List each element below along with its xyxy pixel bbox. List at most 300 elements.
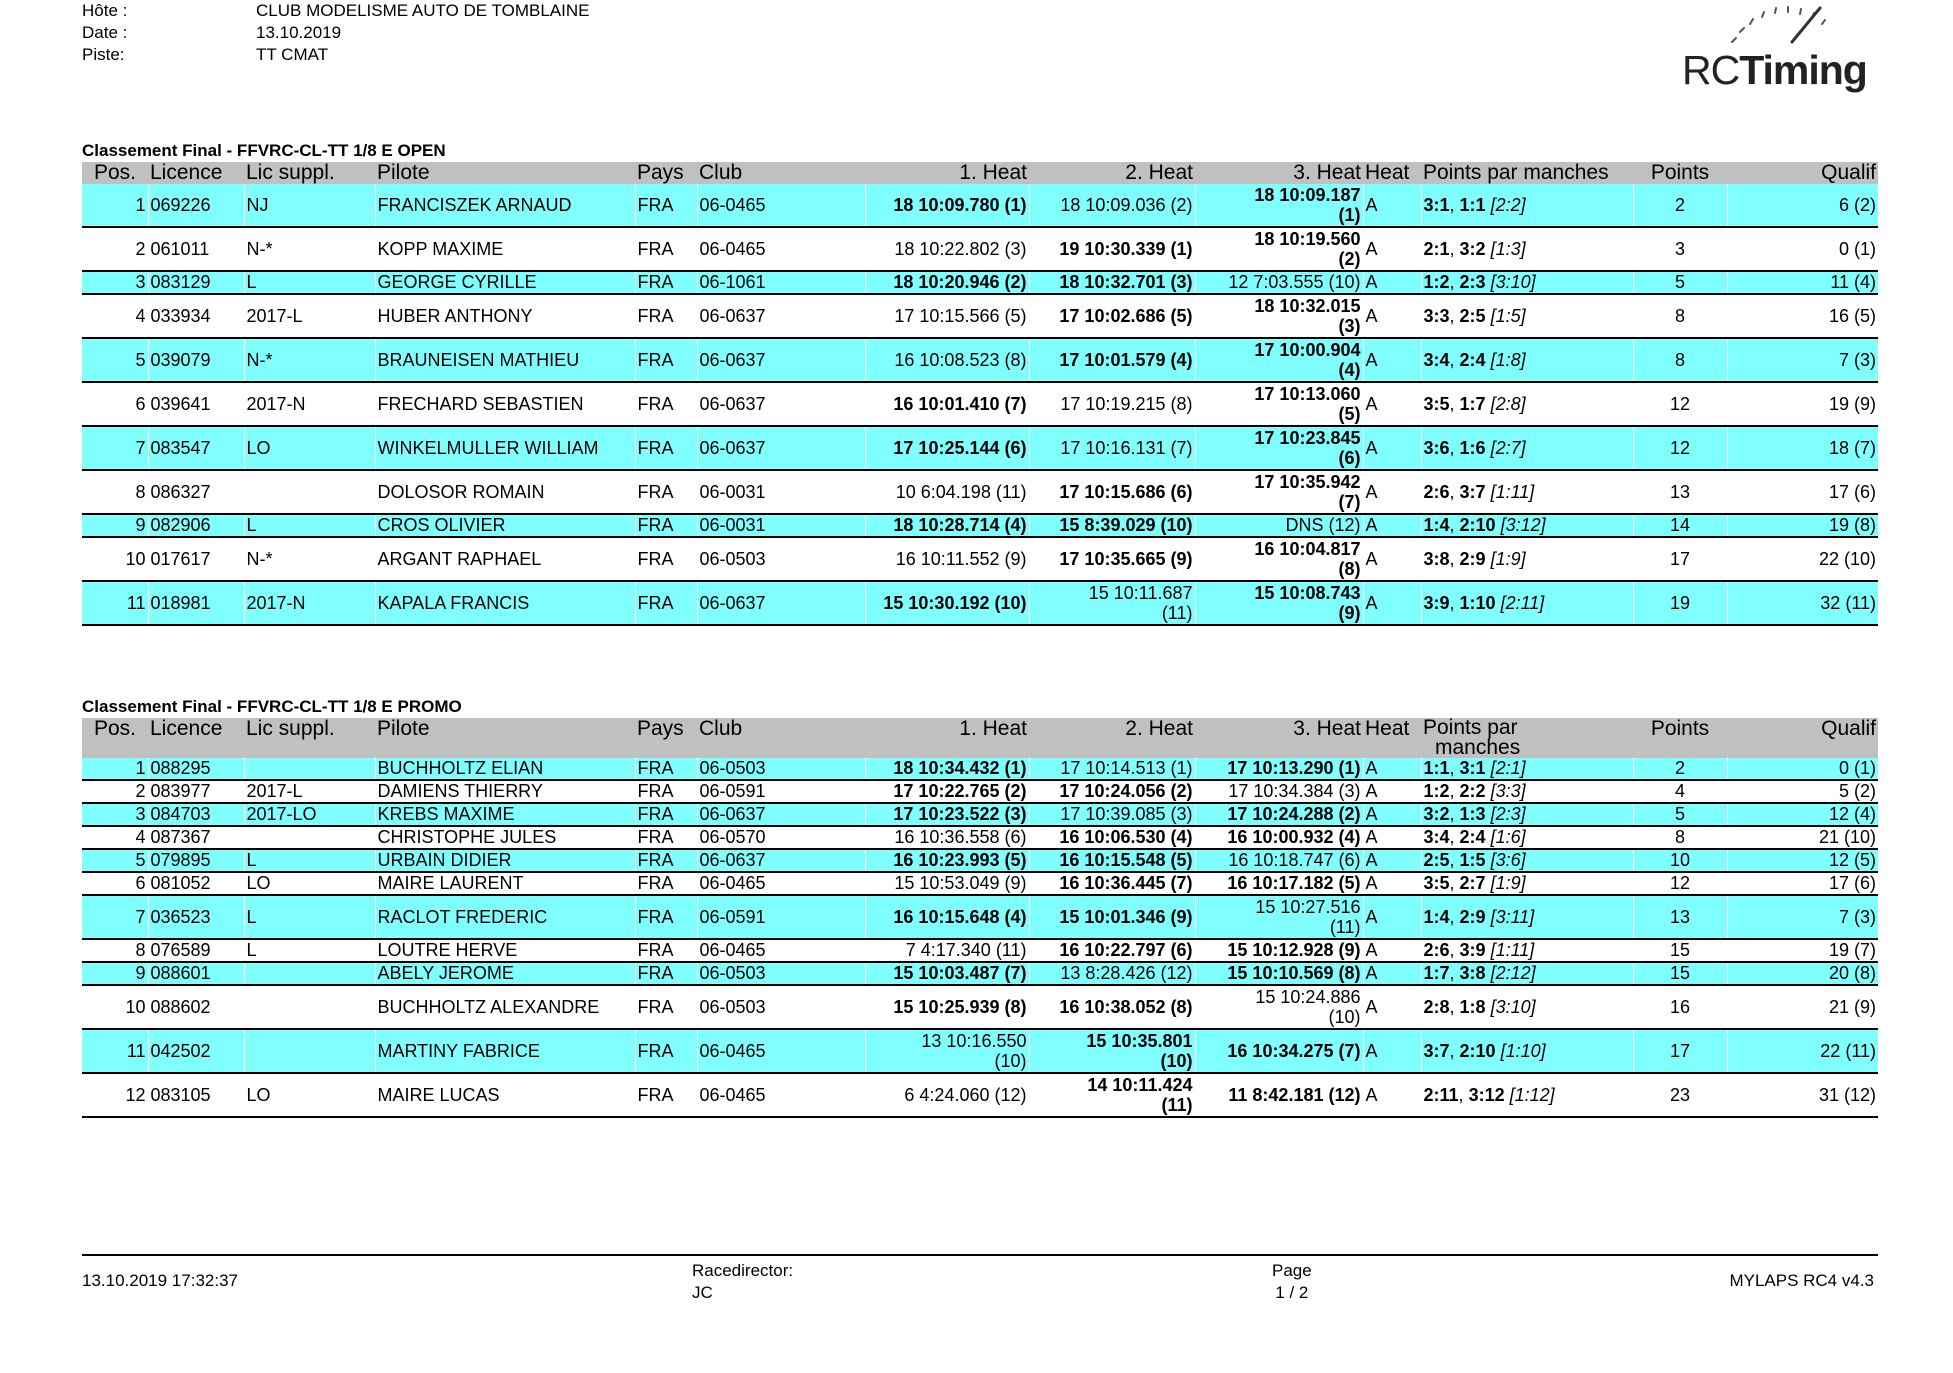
licence-cell: 081052 <box>148 872 244 895</box>
heat2-cell: 15 10:01.346 (9) <box>1029 895 1195 939</box>
qualif-cell: 21 (10) <box>1727 826 1878 849</box>
heat3-cell: 17 10:24.288 (2) <box>1195 803 1363 826</box>
points-per-heat-cell: 2:6, 3:9 [1:11] <box>1421 939 1633 962</box>
event-meta <box>82 0 589 66</box>
table-row <box>82 382 1878 426</box>
heat2-cell: 17 10:35.665 (9) <box>1029 537 1195 581</box>
licence-cell: 069226 <box>148 184 244 227</box>
heat3-cell: 17 10:00.904 (4) <box>1195 338 1363 382</box>
heat1-cell: 18 10:28.714 (4) <box>865 514 1029 537</box>
rctiming-logo <box>1680 2 1880 92</box>
heat3-cell: 17 10:23.845 (6) <box>1195 426 1363 470</box>
qualif-cell: 32 (11) <box>1727 581 1878 625</box>
heat-group-cell: A <box>1363 939 1421 962</box>
club-cell: 06-0503 <box>697 537 865 581</box>
table-row <box>82 271 1878 294</box>
table-row <box>82 985 1878 1029</box>
table-row <box>82 184 1878 227</box>
points-cell: 23 <box>1633 1073 1727 1117</box>
qualif-cell: 31 (12) <box>1727 1073 1878 1117</box>
heat-group-cell: A <box>1363 1029 1421 1073</box>
points-cell: 8 <box>1633 338 1727 382</box>
licence-cell: 083129 <box>148 271 244 294</box>
qualif-cell: 22 (10) <box>1727 537 1878 581</box>
lic-suppl-cell: NJ <box>244 184 375 227</box>
club-cell: 06-0637 <box>697 581 865 625</box>
qualif-cell: 21 (9) <box>1727 985 1878 1029</box>
pilote-cell: BUCHHOLTZ ALEXANDRE <box>375 985 635 1029</box>
table-row <box>82 537 1878 581</box>
promo-title: Classement Final - FFVRC-CL-TT 1/8 E PROMO <box>82 697 462 716</box>
heat-group-cell: A <box>1363 1073 1421 1117</box>
date-value: 13.10.2019 <box>256 23 342 42</box>
table-row <box>82 581 1878 625</box>
heat1-cell: 15 10:03.487 (7) <box>865 962 1029 985</box>
pays-cell: FRA <box>635 184 697 227</box>
pos-cell: 4 <box>135 827 146 847</box>
club-cell: 06-0465 <box>697 1073 865 1117</box>
promo-table <box>82 718 1878 1118</box>
club-cell: 06-0570 <box>697 826 865 849</box>
pos-cell: 6 <box>135 393 146 414</box>
club-cell: 06-0591 <box>697 895 865 939</box>
licence-cell: 079895 <box>148 849 244 872</box>
club-cell: 06-0637 <box>697 426 865 470</box>
points-cell: 17 <box>1633 1029 1727 1073</box>
club-cell: 06-0637 <box>697 849 865 872</box>
lic-suppl-cell: LO <box>244 426 375 470</box>
heat2-cell: 17 10:01.579 (4) <box>1029 338 1195 382</box>
pilote-cell: BUCHHOLTZ ELIAN <box>375 758 635 780</box>
heat-group-cell: A <box>1363 758 1421 780</box>
licence-cell: 076589 <box>148 939 244 962</box>
points-cell: 13 <box>1633 470 1727 514</box>
points-cell: 15 <box>1633 939 1727 962</box>
club-cell: 06-0637 <box>697 338 865 382</box>
qualif-cell: 0 (1) <box>1727 227 1878 271</box>
club-cell: 06-0031 <box>697 514 865 537</box>
points-cell: 14 <box>1633 514 1727 537</box>
pays-cell: FRA <box>635 227 697 271</box>
licence-cell: 017617 <box>148 537 244 581</box>
heat1-cell: 17 10:23.522 (3) <box>865 803 1029 826</box>
table-row <box>82 962 1878 985</box>
heat2-cell: 16 10:38.052 (8) <box>1029 985 1195 1029</box>
licence-cell: 088601 <box>148 962 244 985</box>
heat3-cell: 18 10:19.560 (2) <box>1195 227 1363 271</box>
points-per-heat-cell: 2:11, 3:12 [1:12] <box>1421 1073 1633 1117</box>
pilote-cell: KOPP MAXIME <box>375 227 635 271</box>
heat-group-cell: A <box>1363 184 1421 227</box>
lic-suppl-cell <box>244 985 375 1029</box>
heat2-cell: 18 10:32.701 (3) <box>1029 271 1195 294</box>
heat1-cell: 10 6:04.198 (11) <box>865 470 1029 514</box>
licence-cell: 039641 <box>148 382 244 426</box>
heat3-cell: 15 10:10.569 (8) <box>1195 962 1363 985</box>
points-cell: 17 <box>1633 537 1727 581</box>
club-cell: 06-0465 <box>697 939 865 962</box>
club-cell: 06-0503 <box>697 985 865 1029</box>
heat-group-cell: A <box>1363 581 1421 625</box>
heat-group-cell: A <box>1363 426 1421 470</box>
print-timestamp: 13.10.2019 17:32:37 <box>82 1271 238 1290</box>
pays-cell: FRA <box>635 1073 697 1117</box>
table-header: Pos. Licence Lic suppl. Pilote Pays Club 1. Heat 2. Heat 3. Heat Heat Points par manches Points Qualif <box>82 718 1878 758</box>
pays-cell: FRA <box>635 1029 697 1073</box>
heat3-cell: 18 10:32.015 (3) <box>1195 294 1363 338</box>
points-per-heat-cell: 3:9, 1:10 [2:11] <box>1421 581 1633 625</box>
stopwatch-dial-icon <box>1720 2 1840 46</box>
heat2-cell: 17 10:39.085 (3) <box>1029 803 1195 826</box>
points-per-heat-cell: 1:7, 3:8 [2:12] <box>1421 962 1633 985</box>
pilote-cell: HUBER ANTHONY <box>375 294 635 338</box>
heat2-cell: 14 10:11.424 (11) <box>1029 1073 1195 1117</box>
heat-group-cell: A <box>1363 962 1421 985</box>
heat2-cell: 15 10:11.687 (11) <box>1029 581 1195 625</box>
qualif-cell: 12 (4) <box>1727 803 1878 826</box>
heat1-cell: 18 10:20.946 (2) <box>865 271 1029 294</box>
heat2-cell: 16 10:36.445 (7) <box>1029 872 1195 895</box>
qualif-cell: 16 (5) <box>1727 294 1878 338</box>
lic-suppl-cell: 2017-L <box>244 294 375 338</box>
pos-cell: 6 <box>135 873 146 893</box>
heat2-cell: 19 10:30.339 (1) <box>1029 227 1195 271</box>
lic-suppl-cell: 2017-N <box>244 581 375 625</box>
points-cell: 3 <box>1633 227 1727 271</box>
points-cell: 5 <box>1633 271 1727 294</box>
club-cell: 06-1061 <box>697 271 865 294</box>
points-cell: 4 <box>1633 780 1727 803</box>
pays-cell: FRA <box>635 895 697 939</box>
heat3-cell: 17 10:35.942 (7) <box>1195 470 1363 514</box>
pays-cell: FRA <box>635 985 697 1029</box>
pos-cell: 9 <box>82 962 148 985</box>
heat3-cell: 16 10:04.817 (8) <box>1195 537 1363 581</box>
table-row <box>82 294 1878 338</box>
points-cell: 2 <box>1633 184 1727 227</box>
pilote-cell: MAIRE LAURENT <box>375 872 635 895</box>
points-cell: 2 <box>1633 758 1727 780</box>
heat1-cell: 17 10:15.566 (5) <box>865 294 1029 338</box>
promo-results <box>82 696 1878 1118</box>
pilote-cell: DOLOSOR ROMAIN <box>375 470 635 514</box>
lic-suppl-cell: 2017-N <box>244 382 375 426</box>
lic-suppl-cell: N-* <box>244 227 375 271</box>
pays-cell: FRA <box>635 294 697 338</box>
pos-cell: 2 <box>135 781 146 801</box>
pays-cell: FRA <box>635 826 697 849</box>
heat1-cell: 16 10:01.410 (7) <box>865 382 1029 426</box>
pos-cell: 11 <box>82 581 148 625</box>
pilote-cell: BRAUNEISEN MATHIEU <box>375 338 635 382</box>
pays-cell: FRA <box>635 271 697 294</box>
points-cell: 5 <box>1633 803 1727 826</box>
licence-cell: 084703 <box>148 803 244 826</box>
table-row <box>82 895 1878 939</box>
track-label: Piste: <box>82 45 125 64</box>
heat-group-cell: A <box>1363 382 1421 426</box>
table-row <box>82 849 1878 872</box>
club-cell: 06-0503 <box>697 962 865 985</box>
table-row <box>82 780 1878 803</box>
heat2-cell: 17 10:24.056 (2) <box>1029 780 1195 803</box>
lic-suppl-cell: LO <box>244 1073 375 1117</box>
pilote-cell: LOUTRE HERVE <box>375 939 635 962</box>
table-row <box>82 1029 1878 1073</box>
pos-cell: 5 <box>82 849 148 872</box>
lic-suppl-cell: N-* <box>244 537 375 581</box>
table-row <box>82 1073 1878 1117</box>
pilote-cell: RACLOT FREDERIC <box>375 895 635 939</box>
pilote-cell: CHRISTOPHE JULES <box>375 826 635 849</box>
pos-cell: 10 <box>125 996 146 1017</box>
licence-cell: 088295 <box>148 758 244 780</box>
heat-group-cell: A <box>1363 780 1421 803</box>
points-per-heat-cell: 1:2, 2:3 [3:10] <box>1421 271 1633 294</box>
club-cell: 06-0465 <box>697 1029 865 1073</box>
qualif-cell: 20 (8) <box>1727 962 1878 985</box>
heat-group-cell: A <box>1363 338 1421 382</box>
table-row <box>82 338 1878 382</box>
pays-cell: FRA <box>635 758 697 780</box>
pilote-cell: WINKELMULLER WILLIAM <box>375 426 635 470</box>
heat3-cell: 16 10:17.182 (5) <box>1195 872 1363 895</box>
heat3-cell: 15 10:12.928 (9) <box>1195 939 1363 962</box>
licence-cell: 083547 <box>148 426 244 470</box>
heat3-cell: 15 10:27.516 (11) <box>1195 895 1363 939</box>
club-cell: 06-0465 <box>697 227 865 271</box>
heat2-cell: 17 10:16.131 (7) <box>1029 426 1195 470</box>
pos-cell: 7 <box>82 426 148 470</box>
heat1-cell: 16 10:08.523 (8) <box>865 338 1029 382</box>
pays-cell: FRA <box>635 780 697 803</box>
pilote-cell: FRANCISZEK ARNAUD <box>375 184 635 227</box>
software-version: MYLAPS RC4 v4.3 <box>1729 1271 1874 1290</box>
points-per-heat-cell: 2:1, 3:2 [1:3] <box>1421 227 1633 271</box>
points-per-heat-cell: 3:5, 2:7 [1:9] <box>1421 872 1633 895</box>
heat2-cell: 17 10:14.513 (1) <box>1029 758 1195 780</box>
heat-group-cell: A <box>1363 803 1421 826</box>
points-per-heat-cell: 1:2, 2:2 [3:3] <box>1421 780 1633 803</box>
lic-suppl-cell: L <box>244 849 375 872</box>
points-per-heat-cell: 3:2, 1:3 [2:3] <box>1421 803 1633 826</box>
lic-suppl-cell: 2017-L <box>244 780 375 803</box>
qualif-cell: 19 (8) <box>1727 514 1878 537</box>
heat1-cell: 16 10:36.558 (6) <box>865 826 1029 849</box>
licence-cell: 018981 <box>148 581 244 625</box>
licence-cell: 033934 <box>148 294 244 338</box>
points-per-heat-cell: 3:7, 2:10 [1:10] <box>1421 1029 1633 1073</box>
pilote-cell: ARGANT RAPHAEL <box>375 537 635 581</box>
pays-cell: FRA <box>635 426 697 470</box>
heat-group-cell: A <box>1363 227 1421 271</box>
points-per-heat-cell: 2:5, 1:5 [3:6] <box>1421 849 1633 872</box>
pays-cell: FRA <box>635 962 697 985</box>
points-cell: 15 <box>1633 962 1727 985</box>
pays-cell: FRA <box>635 872 697 895</box>
pays-cell: FRA <box>635 338 697 382</box>
heat2-cell: 16 10:06.530 (4) <box>1029 826 1195 849</box>
licence-cell: 086327 <box>148 470 244 514</box>
lic-suppl-cell: L <box>244 939 375 962</box>
pays-cell: FRA <box>635 939 697 962</box>
heat2-cell: 17 10:19.215 (8) <box>1029 382 1195 426</box>
table-row <box>82 939 1878 962</box>
qualif-cell: 0 (1) <box>1727 758 1878 780</box>
pays-cell: FRA <box>635 803 697 826</box>
club-cell: 06-0637 <box>697 382 865 426</box>
pos-cell: 2 <box>135 238 146 259</box>
pos-cell: 1 <box>82 184 148 227</box>
table-row <box>82 803 1878 826</box>
pos-cell: 3 <box>82 271 148 294</box>
club-cell: 06-0591 <box>697 780 865 803</box>
heat3-cell: 17 10:13.060 (5) <box>1195 382 1363 426</box>
pilote-cell: MAIRE LUCAS <box>375 1073 635 1117</box>
open-table <box>82 162 1878 626</box>
heat1-cell: 15 10:25.939 (8) <box>865 985 1029 1029</box>
open-results <box>82 140 1878 626</box>
logo-wordmark: RCTiming <box>1682 47 1867 93</box>
licence-cell: 061011 <box>148 227 244 271</box>
qualif-cell: 17 (6) <box>1727 470 1878 514</box>
heat1-cell: 15 10:53.049 (9) <box>865 872 1029 895</box>
qualif-cell: 19 (7) <box>1727 939 1878 962</box>
heat-group-cell: A <box>1363 271 1421 294</box>
lic-suppl-cell: L <box>244 895 375 939</box>
lic-suppl-cell: LO <box>244 872 375 895</box>
heat3-cell: DNS (12) <box>1195 514 1363 537</box>
pos-cell: 12 <box>125 1084 146 1105</box>
points-per-heat-cell: 3:4, 2:4 [1:6] <box>1421 826 1633 849</box>
heat3-cell: 12 7:03.555 (10) <box>1195 271 1363 294</box>
host-label: Hôte : <box>82 1 128 20</box>
heat2-cell: 13 8:28.426 (12) <box>1029 962 1195 985</box>
lic-suppl-cell: L <box>244 514 375 537</box>
lic-suppl-cell <box>244 962 375 985</box>
pays-cell: FRA <box>635 382 697 426</box>
heat-group-cell: A <box>1363 985 1421 1029</box>
table-row <box>82 826 1878 849</box>
qualif-cell: 11 (4) <box>1727 271 1878 294</box>
host-value: CLUB MODELISME AUTO DE TOMBLAINE <box>256 1 590 20</box>
lic-suppl-cell: L <box>244 271 375 294</box>
table-row <box>82 426 1878 470</box>
lic-suppl-cell <box>244 758 375 780</box>
points-header: Points par manches <box>1421 718 1633 758</box>
qualif-cell: 18 (7) <box>1727 426 1878 470</box>
heat2-cell: 15 8:39.029 (10) <box>1029 514 1195 537</box>
table-row <box>82 514 1878 537</box>
club-cell: 06-0465 <box>697 872 865 895</box>
points-per-heat-cell: 1:4, 2:9 [3:11] <box>1421 895 1633 939</box>
points-per-heat-cell: 1:4, 2:10 [3:12] <box>1421 514 1633 537</box>
qualif-cell: 7 (3) <box>1727 338 1878 382</box>
heat-group-cell: A <box>1363 470 1421 514</box>
qualif-cell: 22 (11) <box>1727 1029 1878 1073</box>
pilote-cell: FRECHARD SEBASTIEN <box>375 382 635 426</box>
table-row <box>82 227 1878 271</box>
lic-suppl-cell: N-* <box>244 338 375 382</box>
heat-group-cell: A <box>1363 514 1421 537</box>
pos-cell: 3 <box>82 803 148 826</box>
heat-group-cell: A <box>1363 872 1421 895</box>
qualif-cell: 5 (2) <box>1727 780 1878 803</box>
heat1-cell: 16 10:15.648 (4) <box>865 895 1029 939</box>
heat3-cell: 11 8:42.181 (12) <box>1195 1073 1363 1117</box>
licence-cell: 088602 <box>148 985 244 1029</box>
heat1-cell: 16 10:11.552 (9) <box>865 537 1029 581</box>
heat1-cell: 18 10:22.802 (3) <box>865 227 1029 271</box>
heat3-cell: 16 10:18.747 (6) <box>1195 849 1363 872</box>
table-header: Pos. Licence Lic suppl. Pilote Pays Club 1. Heat 2. Heat 3. Heat Heat Points par manches Points Qualif <box>82 162 1878 184</box>
heat3-cell: 17 10:34.384 (3) <box>1195 780 1363 803</box>
table-row <box>82 758 1878 780</box>
heat-group-cell: A <box>1363 826 1421 849</box>
pilote-cell: KAPALA FRANCIS <box>375 581 635 625</box>
pays-cell: FRA <box>635 514 697 537</box>
points-per-heat-cell: 2:8, 1:8 [3:10] <box>1421 985 1633 1029</box>
points-cell: 13 <box>1633 895 1727 939</box>
licence-cell: 036523 <box>148 895 244 939</box>
heat1-cell: 15 10:30.192 (10) <box>865 581 1029 625</box>
qualif-cell: 17 (6) <box>1727 872 1878 895</box>
points-cell: 16 <box>1633 985 1727 1029</box>
pilote-cell: KREBS MAXIME <box>375 803 635 826</box>
heat3-cell: 16 10:00.932 (4) <box>1195 826 1363 849</box>
points-cell: 10 <box>1633 849 1727 872</box>
lic-suppl-cell: 2017-LO <box>244 803 375 826</box>
heat1-cell: 18 10:09.780 (1) <box>865 184 1029 227</box>
pos-cell: 8 <box>135 940 146 960</box>
points-per-heat-cell: 1:1, 3:1 [2:1] <box>1421 758 1633 780</box>
heat1-cell: 16 10:23.993 (5) <box>865 849 1029 872</box>
page-footer <box>82 1254 1878 1302</box>
licence-cell: 082906 <box>148 514 244 537</box>
pos-cell: 4 <box>135 305 146 326</box>
heat-group-cell: A <box>1363 849 1421 872</box>
points-cell: 12 <box>1633 426 1727 470</box>
heat-group-cell: A <box>1363 294 1421 338</box>
heat3-cell: 16 10:34.275 (7) <box>1195 1029 1363 1073</box>
open-title: Classement Final - FFVRC-CL-TT 1/8 E OPEN <box>82 141 446 160</box>
heat2-cell: 16 10:15.548 (5) <box>1029 849 1195 872</box>
pays-cell: FRA <box>635 470 697 514</box>
pays-cell: FRA <box>635 537 697 581</box>
table-row <box>82 470 1878 514</box>
licence-cell: 087367 <box>148 826 244 849</box>
track-value: TT CMAT <box>256 45 329 64</box>
heat3-cell: 17 10:13.290 (1) <box>1195 758 1363 780</box>
licence-cell: 039079 <box>148 338 244 382</box>
heat2-cell: 17 10:02.686 (5) <box>1029 294 1195 338</box>
points-cell: 8 <box>1633 294 1727 338</box>
club-cell: 06-0503 <box>697 758 865 780</box>
heat2-cell: 16 10:22.797 (6) <box>1029 939 1195 962</box>
club-cell: 06-0637 <box>697 294 865 338</box>
pos-cell: 11 <box>82 1029 148 1073</box>
club-cell: 06-0637 <box>697 803 865 826</box>
points-per-heat-cell: 2:6, 3:7 [1:11] <box>1421 470 1633 514</box>
pos-cell: 10 <box>125 548 146 569</box>
table-row <box>82 872 1878 895</box>
points-per-heat-cell: 3:8, 2:9 [1:9] <box>1421 537 1633 581</box>
points-per-heat-cell: 3:6, 1:6 [2:7] <box>1421 426 1633 470</box>
points-cell: 12 <box>1633 872 1727 895</box>
pilote-cell: DAMIENS THIERRY <box>375 780 635 803</box>
pos-cell: 7 <box>82 895 148 939</box>
points-cell: 8 <box>1633 826 1727 849</box>
